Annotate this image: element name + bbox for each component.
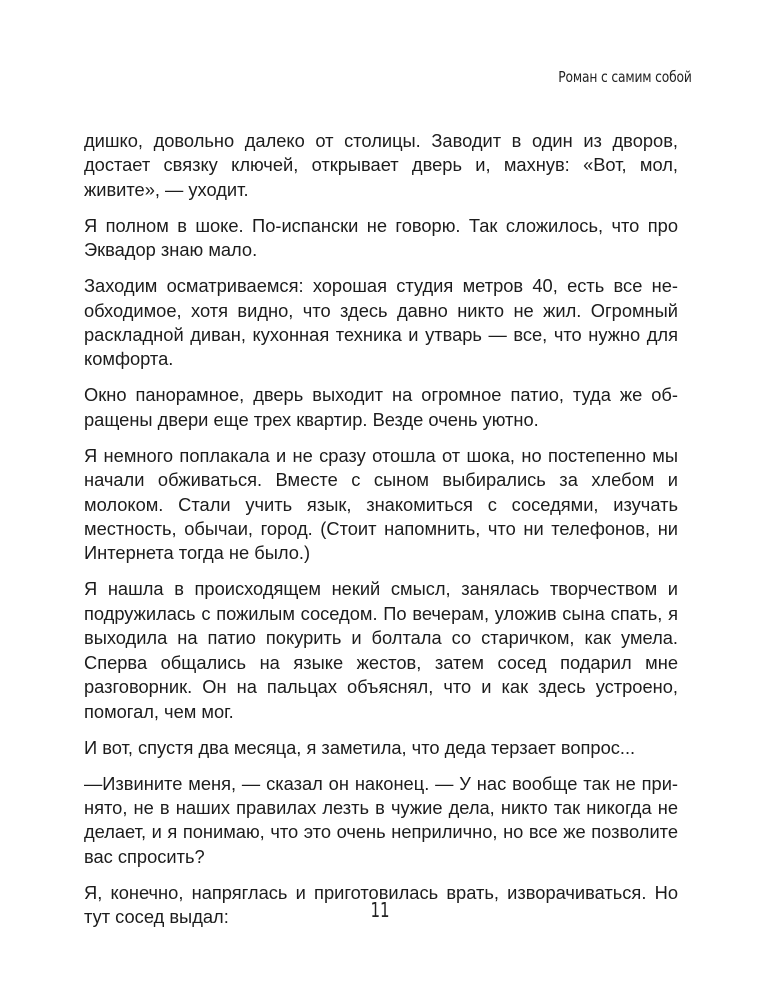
- paragraph: —Извините меня, — сказал он наконец. — У нас вообще так не принято, не в наших правилах лезть в чужие дела, никто так никогда не делает, и я понимаю, что это очень неприлично, но все же позволите вас спросить?: [84, 772, 678, 867]
- paragraph: Я нашла в происходящем некий смысл, занялась творчеством и подружилась с пожилым соседом. По вечерам, уложив сына спать, я выходила на патио покурить и болтала со старичком, как умела. Сперва общались на языке жестов, затем сосед подарил мне разговорник. Он на пальцах объяснял, что и как здесь устроено, помогал, чем мог.: [84, 578, 678, 722]
- paragraph: дишко, довольно далеко от столицы. Заводит в один из дворов, достает связку ключей, открывает дверь и, махнув: «Вот, мол, живите», — уходит.: [84, 130, 678, 200]
- paragraph: Заходим осматриваемся: хорошая студия метров 40, есть все необходимое, хотя видно, что здесь давно никто не жил. Огромный раскладной диван, кухонная техника и утварь — все, что нужно для комфорта.: [84, 275, 678, 370]
- paragraph: Окно панорамное, дверь выходит на огромное патио, туда же обращены двери еще трех квартир. Везде очень уютно.: [84, 384, 678, 430]
- paragraph: Я, конечно, напряглась и приготовилась врать, изворачиваться. Но тут сосед выдал:: [84, 881, 678, 928]
- paragraph: Я немного поплакала и не сразу отошла от шока, но постепенно мы начали обживаться. Вместе с сыном выбирались за хлебом и молоком. Стали учить язык, знакомиться с соседями, изучать местность, обычаи, город. (Стоит напомнить, что ни телефонов, ни Интернета тогда не было.): [84, 444, 678, 564]
- page-number: 11: [370, 898, 390, 922]
- running-head-title: Роман с самим собой: [558, 68, 692, 86]
- body-text: [84, 129, 678, 941]
- paragraph: Я полном в шоке. По-испански не говорю. Так сложилось, что про Эквадор знаю мало.: [84, 214, 678, 261]
- paragraph: И вот, спустя два месяца, я заметила, что деда терзает вопрос...: [84, 736, 636, 758]
